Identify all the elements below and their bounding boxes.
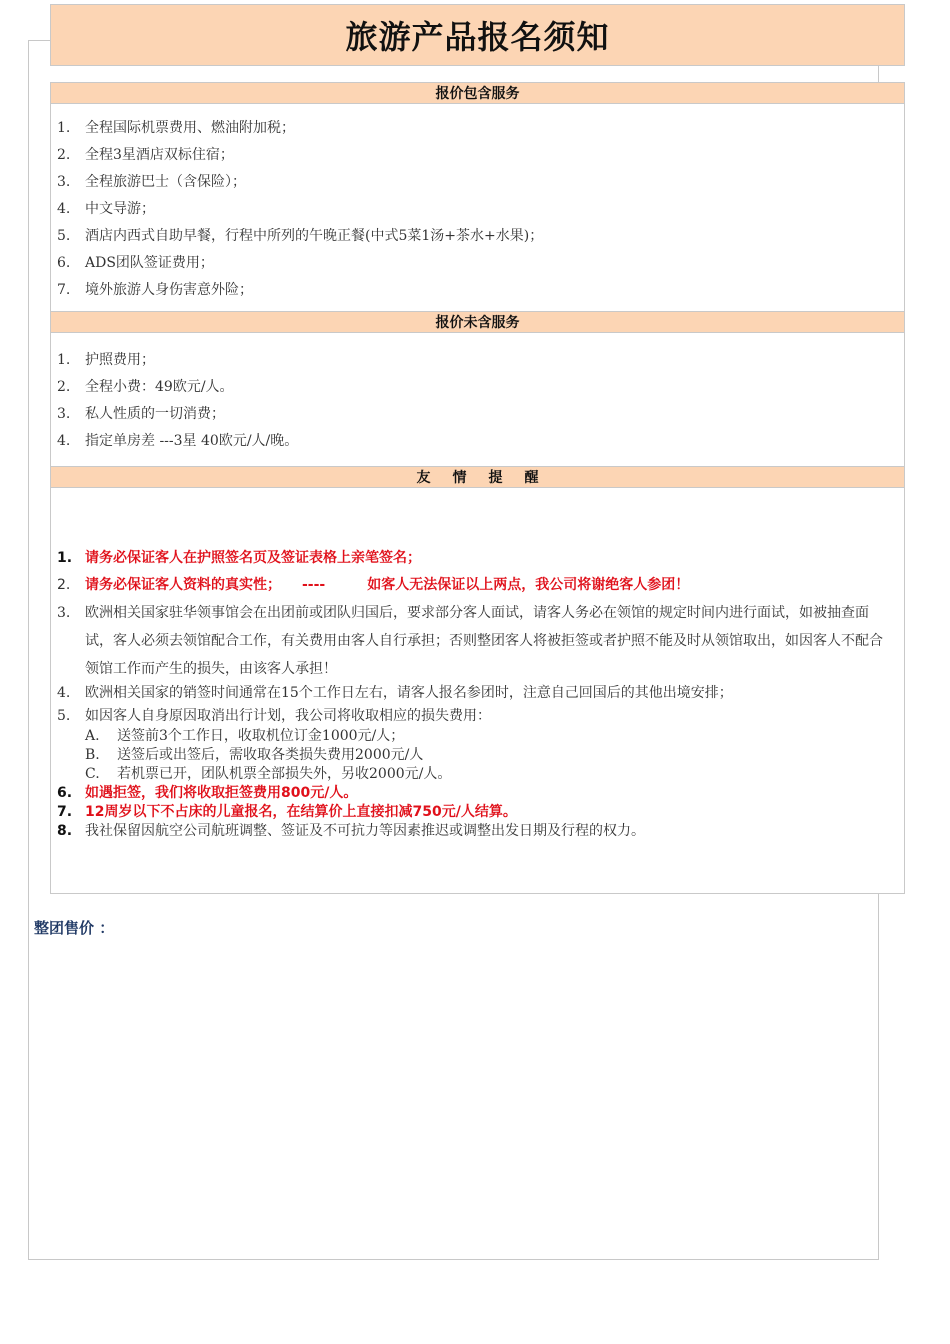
reminder-heading: 友情提醒 — [51, 467, 904, 488]
reminder-item: 3. 欧洲相关国家驻华领事馆会在出团前或团队归国后，要求部分客人面试，请客人务必在领馆的规定时间内进行面试，如被抽查面试，客人必须去领馆配合工作，有关费用由客人自行承担；否则整团客人将被拒签或者护照不能及时从领馆取出，如因客人不配合领馆工作而产生的损失，由该客人承担！ — [57, 605, 883, 677]
excluded-item: 1. 护照费用； — [57, 352, 155, 368]
reminder-item: 8. 我社保留因航空公司航班调整、签证及不可抗力等因素推迟或调整出发日期及行程的权力。 — [57, 823, 645, 839]
excluded-section — [50, 311, 905, 467]
refund-sub-item: C. 若机票已开，团队机票全部损失外，另收2000元/人。 — [85, 766, 452, 782]
refund-sub-item: B. 送签后或出签后，需收取各类损失费用2000元/人 — [85, 747, 424, 763]
reminder-item: 7. 12周岁以下不占床的儿童报名，在结算价上直接扣减750元/人结算。 — [57, 804, 517, 820]
included-item: 7. 境外旅游人身伤害意外险； — [57, 282, 253, 298]
reminder-item: 5. 如因客人自身原因取消出行计划，我公司将收取相应的损失费用： — [57, 708, 491, 724]
excluded-heading: 报价未含服务 — [51, 312, 904, 333]
group-price-label: 整团售价 ： — [34, 919, 115, 937]
refund-sub-item: A. 送签前3个工作日，收取机位订金1000元/人； — [85, 728, 405, 744]
reminder-item: 1. 请务必保证客人在护照签名页及签证表格上亲笔签名； — [57, 550, 421, 566]
excluded-item: 2. 全程小费：49欧元/人。 — [57, 379, 234, 395]
included-section — [50, 82, 905, 312]
title-bar — [50, 4, 905, 66]
included-item: 4. 中文导游； — [57, 201, 155, 217]
excluded-item: 4. 指定单房差 ---3星 40欧元/人/晚。 — [57, 433, 299, 449]
included-heading: 报价包含服务 — [51, 83, 904, 104]
included-item: 5. 酒店内西式自助早餐，行程中所列的午晚正餐(中式5菜1汤+茶水+水果)； — [57, 228, 544, 244]
included-item: 1. 全程国际机票费用、燃油附加税； — [57, 120, 295, 136]
reminder-item: 4. 欧洲相关国家的销签时间通常在15个工作日左右，请客人报名参团时，注意自己回国后的其他出境安排； — [57, 685, 733, 701]
excluded-item: 3. 私人性质的一切消费； — [57, 406, 225, 422]
reminder-item: 6. 如遇拒签，我们将收取拒签费用800元/人。 — [57, 785, 358, 801]
included-item: 2. 全程3星酒店双标住宿； — [57, 147, 234, 163]
included-item: 3. 全程旅游巴士（含保险）； — [57, 174, 246, 190]
reminder-section — [50, 466, 905, 894]
page-title: 旅游产品报名须知 — [345, 18, 610, 56]
reminder-item: 2. 请务必保证客人资料的真实性； ---- 如客人无法保证以上两点，我公司将谢绝客人参团！ — [57, 577, 690, 593]
included-item: 6. ADS团队签证费用； — [57, 255, 214, 271]
